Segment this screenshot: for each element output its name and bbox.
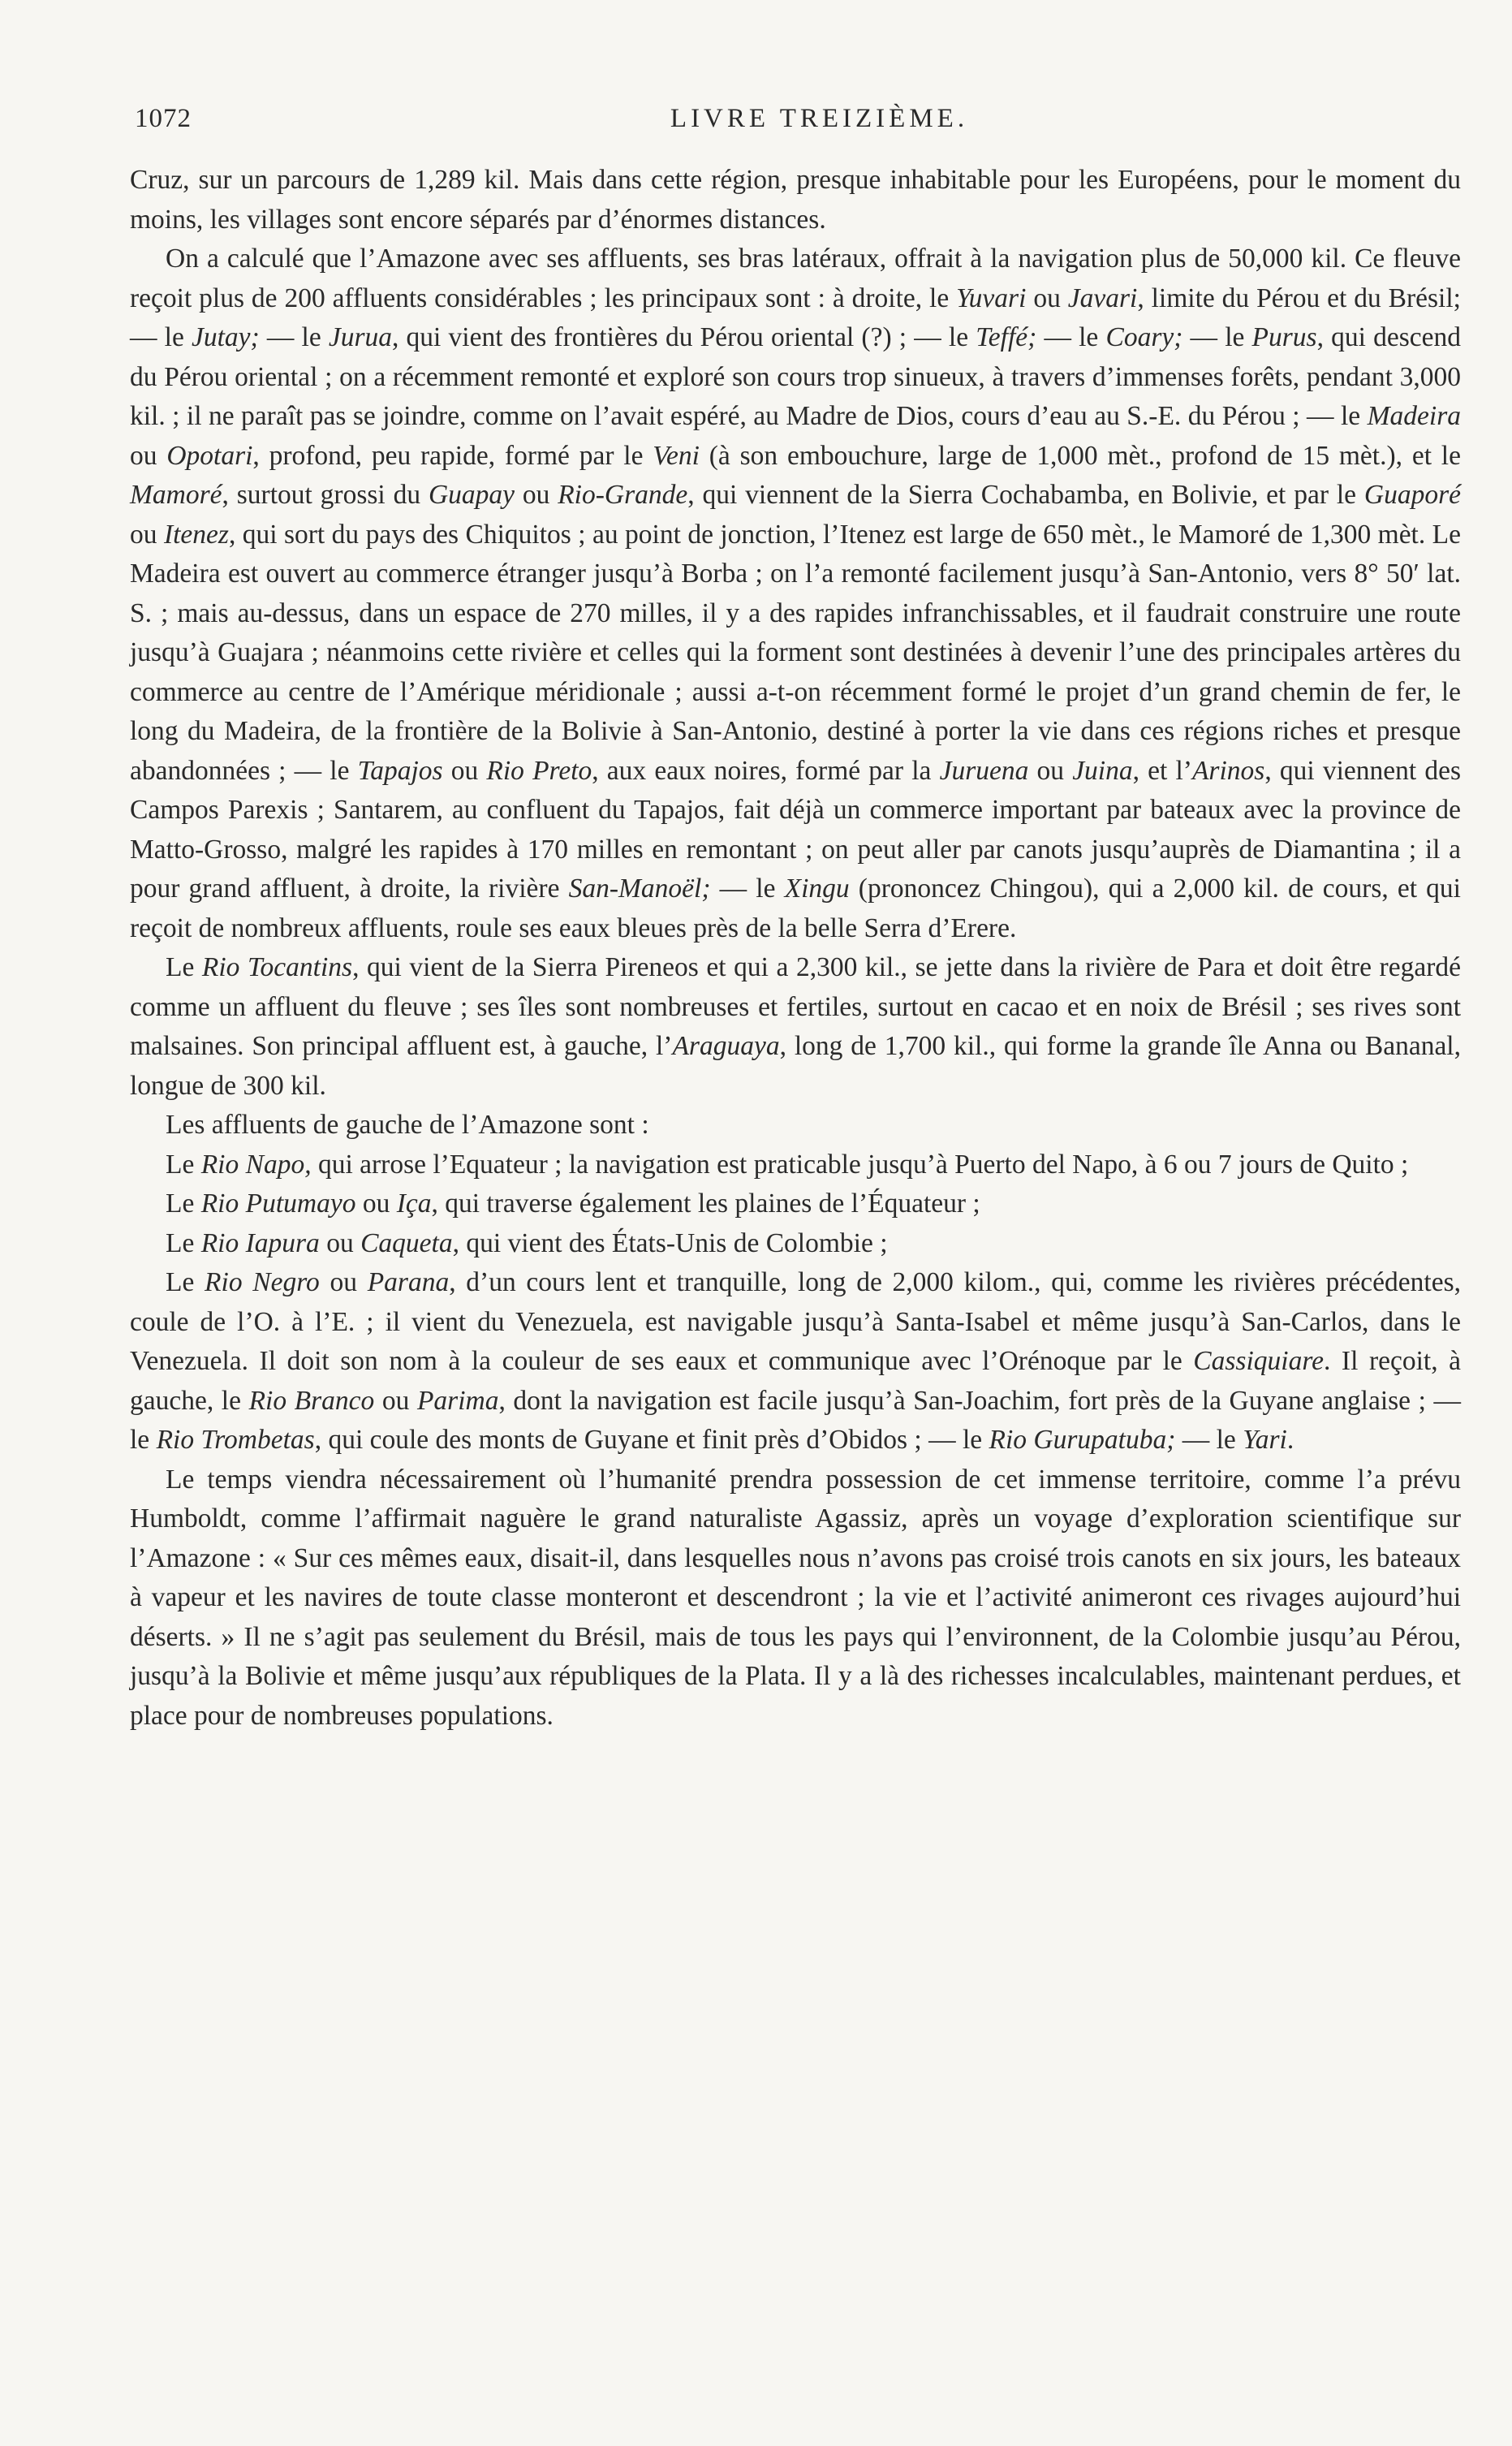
text-run: Le bbox=[166, 1227, 201, 1258]
paragraph bbox=[130, 1145, 1461, 1185]
italic-text-run: Rio Trombetas bbox=[156, 1425, 315, 1455]
italic-text-run: Yari bbox=[1243, 1425, 1287, 1455]
text-run: , aux eaux noires, formé par la bbox=[592, 755, 940, 786]
paragraph bbox=[130, 161, 1461, 239]
text-run: , qui descend du Pérou oriental ; on a récemment remonté et exploré son cours trop sinueux, à travers d’immenses forêts, pendant 3,000 kil. ; il ne paraît pas se joindre, comme on l’avait espéré, au Madre de Dios, cours d’eau au S.-E. du Pérou ; — le bbox=[130, 322, 1461, 431]
italic-text-run: Mamoré bbox=[130, 480, 222, 510]
italic-text-run: Opotari bbox=[166, 440, 253, 471]
italic-text-run: Teffé; bbox=[976, 322, 1037, 352]
italic-text-run: Xingu bbox=[784, 874, 850, 904]
paragraph bbox=[130, 1224, 1461, 1264]
text-run: ou bbox=[1028, 755, 1073, 786]
text-run: , long de 1,700 kil., qui forme la grande île Anna ou Bananal, longue de 300 kil. bbox=[130, 1031, 1461, 1101]
italic-text-run: Rio Napo, bbox=[200, 1149, 312, 1180]
text-run: ou bbox=[374, 1385, 417, 1416]
italic-text-run: Jutay; bbox=[192, 322, 260, 352]
italic-text-run: Rio Tocantins bbox=[201, 952, 353, 982]
italic-text-run: Parana bbox=[367, 1267, 450, 1297]
italic-text-run: Guaporé bbox=[1363, 480, 1461, 510]
italic-text-run: Rio Branco bbox=[248, 1385, 375, 1416]
paragraph bbox=[130, 1106, 1461, 1145]
text-run: , qui traverse également les plaines de l’Équateur ; bbox=[431, 1188, 980, 1219]
text-run: ou bbox=[1026, 283, 1068, 313]
italic-text-run: Caqueta bbox=[360, 1227, 453, 1258]
italic-text-run: Cassiquiare bbox=[1193, 1346, 1324, 1376]
text-run: ou bbox=[319, 1267, 368, 1297]
text-run: Le bbox=[166, 1188, 201, 1219]
text-run: — le bbox=[710, 874, 785, 904]
text-run: ou bbox=[355, 1188, 397, 1219]
italic-text-run: Juina bbox=[1072, 755, 1133, 786]
text-run: , qui sort du pays des Chiquitos ; au point de jonction, l’Itenez est large de 650 mèt., le Mamoré de 1,300 mèt. Le Madeira est ouvert au commerce étranger jusqu’à Borba ; on l’a remonté facilement jusqu’à San-Antonio, vers 8° 50′ lat. S. ; mais au-dessus, dans un espace de 270 milles, il y a des rapides infranchissables, et il faudrait construire une route jusqu’à Guajara ; néanmoins cette rivière et celles qui la forment sont destinées à devenir l’une des principales artères du commerce au centre de l’Amérique méridionale ; aussi a-t-on récemment formé le projet d’un grand chemin de fer, le long du Madeira, de la frontière de la Bolivie à San-Antonio, destiné à porter la vie dans ces régions riches et presque abandonnées ; — le bbox=[130, 519, 1462, 786]
italic-text-run: Juruena bbox=[939, 755, 1029, 786]
page-number: 1072 bbox=[135, 104, 192, 133]
italic-text-run: Coary; bbox=[1105, 322, 1183, 352]
italic-text-run: Iça bbox=[396, 1188, 432, 1219]
italic-text-run: Rio-Grande bbox=[558, 480, 688, 510]
italic-text-run: Jurua bbox=[328, 322, 393, 352]
text-run: ou bbox=[515, 480, 558, 510]
italic-text-run: Guapay bbox=[428, 480, 515, 510]
text-run: . bbox=[1286, 1425, 1294, 1455]
italic-text-run: Javari bbox=[1067, 283, 1138, 313]
text-run: Le bbox=[166, 952, 202, 982]
text-run: ou bbox=[442, 755, 487, 786]
text-run: — le bbox=[259, 322, 329, 352]
text-run: — le bbox=[1175, 1425, 1243, 1455]
text-run: , qui vient des frontières du Pérou oriental (?) ; — le bbox=[392, 322, 976, 352]
text-run: , dont la navigation est facile jusqu’à San-Joachim, fort près de la Guyane anglaise ; — le bbox=[130, 1385, 1461, 1455]
italic-text-run: Rio Preto bbox=[486, 755, 592, 786]
text-run: Le bbox=[166, 1149, 201, 1180]
italic-text-run: Araguaya bbox=[672, 1031, 780, 1061]
italic-text-run: Rio Iapura bbox=[200, 1227, 320, 1258]
text-run: , qui vient des États-Unis de Colombie ; bbox=[452, 1227, 888, 1258]
italic-text-run: Itenez bbox=[163, 519, 229, 550]
paragraph bbox=[130, 1460, 1461, 1736]
italic-text-run: Rio Putumayo bbox=[200, 1188, 356, 1219]
text-run: , et l’ bbox=[1132, 755, 1192, 786]
text-run: Le temps viendra nécessairement où l’humanité prendra possession de cet immense territoire, comme l’a prévu Humboldt, comme l’affirmait naguère le grand naturaliste Agassiz, après un voyage d’exploration scientifique sur l’Amazone : « Sur ces mêmes eaux, disait-il, dans lesquelles nous n’avons pas croisé trois canots en six jours, les bateaux à vapeur et les navires de toute classe monteront et descendront ; la vie et l’activité animeront ces rivages aujourd’hui déserts. » Il ne s’agit pas seulement du Brésil, mais de tous les pays qui l’environnent, de la Colombie jusqu’au Pérou, jusqu’à la Bolivie et même jusqu’aux républiques de la Plata. Il y a là des richesses incalculables, maintenant perdues, et place pour de nombreuses populations. bbox=[130, 1464, 1461, 1731]
paragraph bbox=[130, 948, 1461, 1106]
text-run: Les affluents de gauche de l’Amazone sont : bbox=[166, 1110, 649, 1140]
italic-text-run: Rio Gurupatuba; bbox=[989, 1425, 1176, 1455]
italic-text-run: Rio Negro bbox=[205, 1267, 320, 1297]
italic-text-run: Veni bbox=[653, 440, 700, 471]
text-run: , qui viennent des Campos Parexis ; Santarem, au confluent du Tapajos, fait déjà un commerce important par bateaux avec la province de Matto-Grosso, malgré les rapides à 170 milles en remontant ; on peut aller par canots jusqu’auprès de Diamantina ; il a pour grand affluent, à droite, la rivière bbox=[130, 755, 1462, 904]
italic-text-run: Tapajos bbox=[357, 755, 443, 786]
italic-text-run: Arinos bbox=[1191, 755, 1265, 786]
italic-text-run: Madeira bbox=[1367, 401, 1461, 431]
text-run: (prononcez Chingou), qui a 2,000 kil. de cours, et qui reçoit de nombreux affluents, roule ses eaux bleues près de la belle Serra d’Erere. bbox=[130, 874, 1461, 943]
paragraph bbox=[130, 1184, 1461, 1224]
italic-text-run: Purus bbox=[1251, 322, 1317, 352]
italic-text-run: Parima bbox=[416, 1385, 499, 1416]
text-run: , surtout grossi du bbox=[222, 480, 429, 510]
text-run: Le bbox=[166, 1267, 205, 1297]
text-run: , qui vient de la Sierra Pireneos et qui a 2,300 kil., se jette dans la rivière de Para et doit être regardé comme un affluent du fleuve ; ses îles sont nombreuses et fertiles, surtout en cacao et en noix de Brésil ; ses rives sont malsaines. Son principal affluent est, à gauche, l’ bbox=[130, 952, 1461, 1061]
italic-text-run: Yuvari bbox=[956, 283, 1027, 313]
text-run: , qui viennent de la Sierra Cochabamba, en Bolivie, et par le bbox=[687, 480, 1364, 510]
body-text bbox=[130, 161, 1461, 1736]
text-run: , d’un cours lent et tranquille, long de 2,000 kilom., qui, comme les rivières précédentes, coule de l’O. à l’E. ; il vient du Venezuela, est navigable jusqu’à Santa-Isabel et même jusqu’à San-Carlos, dans le Venezuela. Il doit son nom à la couleur de ses eaux et communique avec l’Orénoque par le bbox=[130, 1267, 1461, 1376]
text-run: — le bbox=[1182, 322, 1252, 352]
text-run: Cruz, sur un parcours de 1,289 kil. Mais dans cette région, presque inhabitable pour les Européens, pour le moment du moins, les villages sont encore séparés par d’énormes distances. bbox=[130, 165, 1461, 235]
text-run: , limite du Pérou et du Brésil; — le bbox=[130, 283, 1461, 352]
text-run: On a calculé que l’Amazone avec ses affluents, ses bras latéraux, offrait à la navigation plus de 50,000 kil. Ce fleuve reçoit plus de 200 affluents considérables ; les principaux sont : à droite, le bbox=[130, 244, 1461, 313]
paragraph bbox=[130, 1263, 1461, 1460]
text-run: . Il reçoit, à gauche, le bbox=[130, 1346, 1461, 1416]
text-run: ou bbox=[130, 519, 164, 550]
running-title: LIVRE TREIZIÈME. bbox=[670, 104, 969, 133]
text-run: , qui coule des monts de Guyane et finit près d’Obidos ; — le bbox=[314, 1425, 989, 1455]
text-run: qui arrose l’Equateur ; la navigation est praticable jusqu’à Puerto del Napo, à 6 ou 7 jours de Quito ; bbox=[311, 1149, 1409, 1180]
text-run: , profond, peu rapide, formé par le bbox=[252, 440, 653, 471]
paragraph bbox=[130, 239, 1461, 948]
text-run: — le bbox=[1036, 322, 1106, 352]
text-run: ou bbox=[319, 1227, 361, 1258]
italic-text-run: San-Manoël; bbox=[568, 874, 711, 904]
text-run: (à son embouchure, large de 1,000 mèt., profond de 15 mèt.), et le bbox=[699, 440, 1461, 471]
text-run: ou bbox=[130, 440, 167, 471]
page-header bbox=[135, 96, 1455, 136]
